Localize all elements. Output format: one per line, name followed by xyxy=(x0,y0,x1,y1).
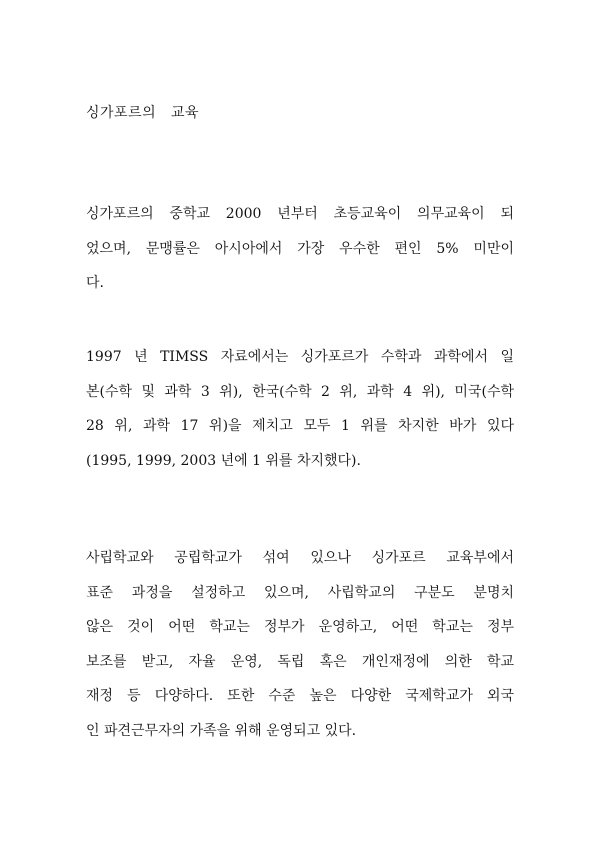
paragraph-line: 본(수학 및 과학 3 위), 한국(수학 2 위, 과학 4 위), 미국(수학 xyxy=(86,383,514,400)
paragraph-line: 표준 과정을 설정하고 있으며, 사립학교의 구분도 분명치 xyxy=(86,584,514,601)
document-title: 싱가포르의 교육 xyxy=(86,105,200,121)
paragraph-compulsory-education xyxy=(86,202,514,306)
paragraph-timss-results xyxy=(86,345,514,483)
paragraph-line: 었으며, 문맹률은 아시아에서 가장 우수한 편인 5% 미만이 xyxy=(86,240,514,257)
paragraph-line: 재정 등 다양하다. 또한 수준 높은 다양한 국제학교가 외국 xyxy=(86,688,514,704)
paragraph-line: 않은 것이 어떤 학교는 정부가 운영하고, 어떤 학교는 정부 xyxy=(86,619,514,635)
paragraph-line: 사립학교와 공립학교가 섞여 있으나 싱가포르 교육부에서 xyxy=(86,550,514,566)
paragraph-line: 싱가포르의 중학교 2000 년부터 초등교육이 의무교육이 되 xyxy=(86,206,514,222)
paragraph-line: 1997 년 TIMSS 자료에서는 싱가포르가 수학과 과학에서 일 xyxy=(86,349,514,365)
paragraph-line: 보조를 받고, 자율 운영, 독립 혹은 개인재정에 의한 학교 xyxy=(86,653,514,670)
paragraph-line: (1995, 1999, 2003 년에 1 위를 차지했다). xyxy=(86,452,361,469)
paragraph-line: 28 위, 과학 17 위)을 제치고 모두 1 위를 차지한 바가 있다 xyxy=(86,418,514,434)
paragraph-line: 인 파견근무자의 가족을 위해 운영되고 있다. xyxy=(86,722,357,739)
paragraph-line: 다. xyxy=(86,275,104,291)
paragraph-school-types xyxy=(86,546,514,753)
